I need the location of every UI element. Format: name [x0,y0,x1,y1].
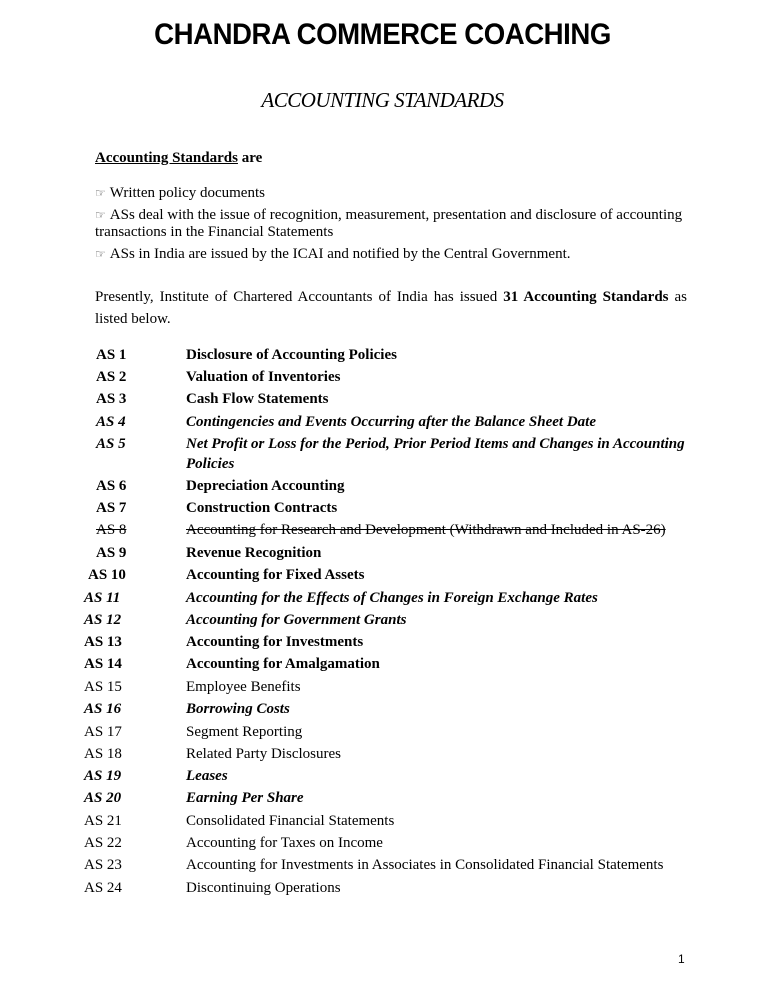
standard-code: AS 6 [96,478,127,494]
bullet-list [95,185,695,268]
page-number: 1 [678,952,685,966]
standard-code: AS 15 [84,679,122,695]
standard-name: Leases [186,768,228,784]
standard-name: Accounting for Investments in Associates in Consolidated Financial Statements [186,857,664,873]
standard-name: Borrowing Costs [186,701,290,717]
standard-name: Segment Reporting [186,724,303,740]
standard-code: AS 17 [84,724,122,740]
section-heading [95,150,262,167]
pointing-hand-icon: ☞ [95,247,106,261]
page-subtitle: ACCOUNTING STANDARDS [261,88,504,112]
standard-name: Accounting for Government Grants [186,612,407,628]
standard-code: AS 10 [88,567,126,583]
standard-code: AS 24 [84,880,122,896]
standard-name: Employee Benefits [186,679,301,695]
standard-code: AS 14 [84,656,122,672]
standard-code: AS 16 [84,701,122,717]
standard-code: AS 8 [96,522,127,538]
standard-name: Related Party Disclosures [186,746,341,762]
standard-code: AS 11 [84,590,121,606]
standard-code: AS 12 [84,612,122,628]
standard-code: AS 22 [84,835,122,851]
standard-name: Cash Flow Statements [186,391,329,407]
standard-code: AS 2 [96,369,127,385]
standard-code: AS 4 [96,414,126,430]
standard-name: Consolidated Financial Statements [186,813,395,829]
standard-name: Discontinuing Operations [186,880,341,896]
standard-code: AS 23 [84,857,122,873]
standard-code: AS 9 [96,545,127,561]
standard-name: Earning Per Share [186,790,304,806]
standard-name: Accounting for Fixed Assets [186,567,365,583]
bullet-item: ☞ ASs deal with the issue of recognition, measurement, presentation and disclosure of accounting transactions in the Financial Statements [95,207,683,240]
heading-rest: are [237,150,263,166]
standard-name: Net Profit or Loss for the Period, Prior Period Items and Changes in Accounting Policies [186,436,685,472]
standard-code: AS 20 [84,790,122,806]
standard-code: AS 21 [84,813,122,829]
standard-name: Accounting for Investments [186,634,364,650]
heading-underlined: Accounting Standards [95,150,238,166]
bullet-item: ☞ Written policy documents [95,185,265,201]
page-title: CHANDRA COMMERCE COACHING [154,18,611,51]
standard-name: Depreciation Accounting [186,478,345,494]
standard-code: AS 13 [84,634,122,650]
standard-name: Revenue Recognition [186,545,322,561]
standard-code: AS 19 [84,768,122,784]
standard-code: AS 18 [84,746,122,762]
bullet-item: ☞ ASs in India are issued by the ICAI and notified by the Central Government. [95,246,571,262]
standard-name: Accounting for Taxes on Income [186,835,383,851]
pointing-hand-icon: ☞ [95,186,106,200]
standard-name: Contingencies and Events Occurring after the Balance Sheet Date [186,414,597,430]
standard-name: Accounting for Amalgamation [186,656,380,672]
standard-name: Disclosure of Accounting Policies [186,347,397,363]
standard-name: Construction Contracts [186,500,338,516]
standard-code: AS 5 [96,436,126,452]
intro-bold: 31 Accounting Standards [503,289,669,305]
standard-code: AS 3 [96,391,127,407]
standard-code: AS 7 [96,500,127,516]
standard-name: Valuation of Inventories [186,369,341,385]
intro-paragraph: Presently, Institute of Chartered Accountants of India has issued 31 Accounting Standards as listed below. [95,289,688,327]
pointing-hand-icon: ☞ [95,208,106,222]
standard-name: Accounting for Research and Development (Withdrawn and Included in AS-26) [186,522,666,538]
standard-code: AS 1 [96,347,127,363]
standard-name: Accounting for the Effects of Changes in Foreign Exchange Rates [186,590,598,606]
